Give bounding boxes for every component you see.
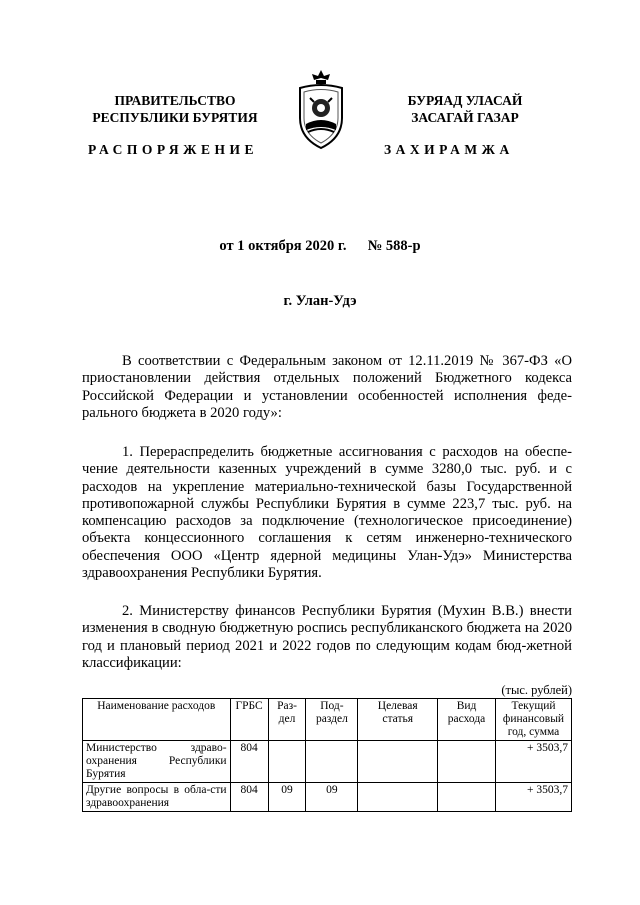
header-current-year-sum: Текущий финансовый год, сумма: [496, 699, 572, 741]
table-row: [83, 783, 572, 812]
header-expense-name: Наименование расходов: [83, 699, 231, 741]
row-section: [268, 741, 306, 783]
row-subsection: [306, 741, 358, 783]
row-section: 09: [268, 783, 306, 812]
document-number: № 588-р: [367, 238, 421, 254]
header-section: Раз-дел: [268, 699, 306, 741]
budget-table: [82, 698, 572, 812]
table-header-row: [83, 699, 572, 741]
government-name-ru-line2: РЕСПУБЛИКИ БУРЯТИЯ: [92, 110, 258, 125]
row-target-article: [358, 783, 438, 812]
table-row: [83, 741, 572, 783]
row-sum: + 3503,7: [496, 741, 572, 783]
city: г. Улан-Удэ: [283, 293, 357, 309]
header-grbs: ГРБС: [230, 699, 268, 741]
government-name-bur-line1: БУРЯАД УЛАСАЙ: [407, 93, 523, 108]
row-expense-type: [438, 741, 496, 783]
coat-of-arms-emblem: [296, 68, 346, 152]
row-grbs: 804: [230, 741, 268, 783]
doc-type-bur: ЗАХИРАМЖА: [384, 142, 514, 157]
item2-paragraph: [82, 603, 572, 672]
doc-type-ru: РАСПОРЯЖЕНИЕ: [88, 142, 259, 157]
preamble-text: В соответствии с Федеральным законом от 12.11.2019 № 367-ФЗ «О приостановлении действия отдельных положений Бюджетного кодекса Российской Федерации и установлении особенностей исполнения феде-рального бюджета в 2020 году»:: [82, 353, 572, 421]
preamble-paragraph: [82, 353, 572, 422]
document-date: от 1 октября 2020 г.: [219, 238, 347, 254]
row-subsection: 09: [306, 783, 358, 812]
item1-text: 1. Перераспределить бюджетные ассигнования с расходов на обеспе-чение деятельности казенных учреждений в сумме 3280,0 тыс. руб. и с расходов на укрепление материально-технической базы Государственной противопожарной службы Республики Бурятия в сумме 223,7 тыс. руб. на компенсацию расходов за подключение (технологическое присоединение) объекта концессионного соглашения к сетям инженерно-технического обеспечения ООО «Центр ядерной медицины Улан-Удэ» Министерства здравоохранения Республики Бурятия.: [82, 444, 572, 582]
item2-text: 2. Министерству финансов Республики Бурятия (Мухин В.В.) внести изменения в сводную бюджетную роспись республиканского бюджета на 2020 год и плановый период 2021 и 2022 годов по следующим кодам бюд-жетной классификации:: [82, 603, 572, 671]
row-expense-type: [438, 783, 496, 812]
government-name-ru: [70, 92, 280, 126]
government-name-ru-line1: ПРАВИТЕЛЬСТВО: [114, 93, 236, 108]
row-sum: + 3503,7: [496, 783, 572, 812]
header-target-article: Целевая статья: [358, 699, 438, 741]
item1-paragraph: [82, 444, 572, 582]
row-target-article: [358, 741, 438, 783]
government-name-bur: [360, 92, 570, 126]
header-subsection: Под-раздел: [306, 699, 358, 741]
government-name-bur-line2: ЗАСАГАЙ ГАЗАР: [411, 110, 519, 125]
row-expense-name: Другие вопросы в обла-сти здравоохранения: [83, 783, 231, 812]
row-grbs: 804: [230, 783, 268, 812]
date-number-line: [0, 238, 640, 255]
row-expense-name: Министерство здраво-охранения Республики Бурятия: [83, 741, 231, 783]
table-unit-note: (тыс. рублей): [501, 683, 572, 697]
header-expense-type: Вид расхода: [438, 699, 496, 741]
